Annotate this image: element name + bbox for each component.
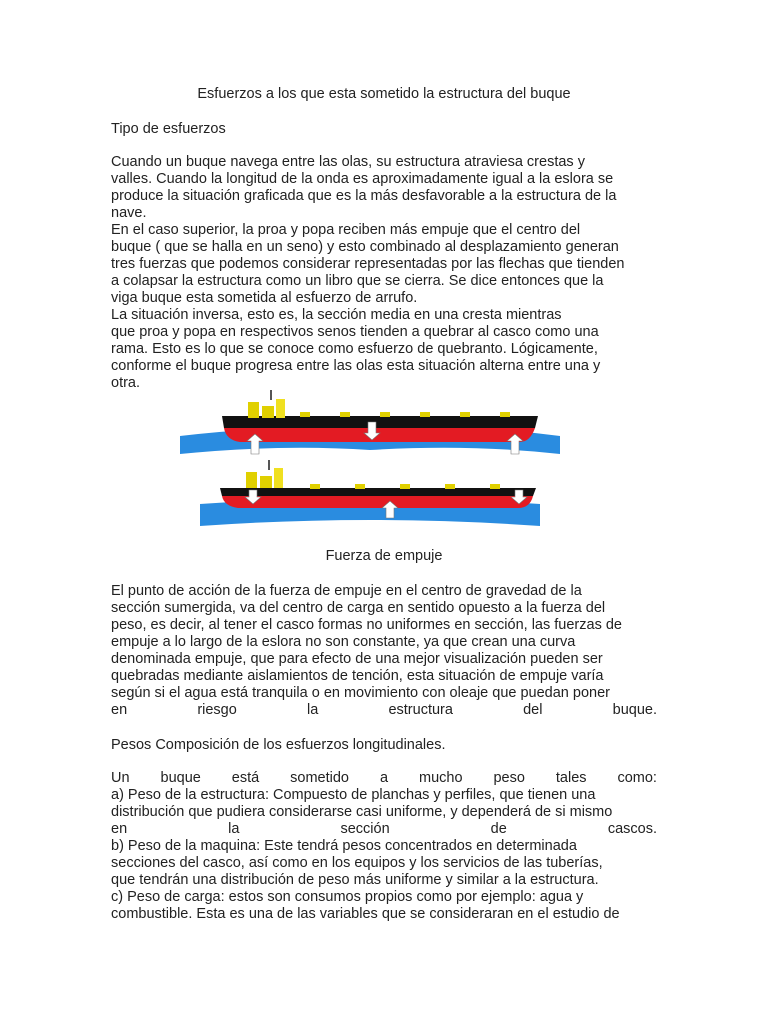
superstructure-block — [260, 476, 272, 488]
deck-hatch — [310, 484, 320, 489]
deck-hatch — [380, 412, 390, 417]
word: sometido — [290, 770, 349, 786]
para2-last-line — [111, 702, 657, 719]
para3-line: a) Peso de la estructura: Compuesto de planchas y perfiles, que tienen una — [111, 787, 596, 803]
para1-line: valles. Cuando la longitud de la onda es aproximadamente igual a la eslora se — [111, 171, 614, 187]
word: sección — [340, 821, 390, 837]
word: buque. — [612, 702, 657, 718]
superstructure-block — [262, 406, 274, 418]
figure-caption: Fuerza de empuje — [325, 548, 443, 564]
para2-line: sección sumergida, va del centro de carga en sentido opuesto a la fuerza del — [111, 600, 606, 616]
deck-hatch — [355, 484, 365, 489]
word: riesgo — [197, 702, 237, 718]
section-heading-pesos: Pesos Composición de los esfuerzos longitudinales. — [111, 737, 446, 753]
para1-line: a colapsar la estructura como un libro que se cierra. Se dice entonces que la — [111, 273, 604, 289]
sagging-ship-illustration — [180, 390, 560, 454]
para3-line: que tendrán una distribución de peso más uniforme y similar a la estructura. — [111, 872, 599, 888]
deck-hatch — [420, 412, 430, 417]
word: Un — [111, 770, 130, 786]
para1-line: produce la situación graficada que es la más desfavorable a la estructura de la — [111, 188, 617, 204]
hogging-ship-illustration — [200, 460, 540, 526]
para3-first-line — [111, 770, 657, 787]
para3-mid-line — [111, 821, 657, 838]
para2-line: quebradas mediante aislamientos de tención, esta situación de empuje varía — [111, 668, 604, 684]
word: en — [111, 702, 128, 718]
deck-hatch — [340, 412, 350, 417]
superstructure-block — [248, 402, 259, 418]
word: peso — [493, 770, 525, 786]
word: buque — [160, 770, 201, 786]
word: estructura — [388, 702, 453, 718]
funnel — [276, 399, 285, 418]
word: está — [231, 770, 260, 786]
word: la — [306, 702, 319, 718]
word: como: — [617, 770, 657, 786]
para1-line: rama. Esto es lo que se conoce como esfuerzo de quebranto. Lógicamente, — [111, 341, 598, 357]
para1-line: Cuando un buque navega entre las olas, su estructura atraviesa crestas y — [111, 154, 585, 170]
para1-line: viga buque esta sometida al esfuerzo de arrufo. — [111, 290, 418, 306]
deck-hatch — [490, 484, 500, 489]
para3-line: b) Peso de la maquina: Este tendrá pesos concentrados en determinada — [111, 838, 577, 854]
deck-hatch — [445, 484, 455, 489]
section-heading-tipo: Tipo de esfuerzos — [111, 121, 226, 137]
ship-hull-stress-diagram — [180, 384, 560, 534]
para3-line: secciones del casco, así como en los equipos y los servicios de las tuberías, — [111, 855, 603, 871]
para1-line: buque ( que se halla en un seno) y esto combinado al desplazamiento generan — [111, 239, 619, 255]
para1-line: conforme el buque progresa entre las olas esta situación alterna entre una y — [111, 358, 601, 374]
ship-hull — [222, 496, 533, 508]
word: a — [379, 770, 389, 786]
para1-line: que proa y popa en respectivos senos tienden a quebrar al casco como una — [111, 324, 599, 340]
ship-hull — [224, 428, 535, 442]
para2-line: empuje a lo largo de la eslora no son constante, ya que crean una curva — [111, 634, 576, 650]
deck-hatch — [300, 412, 310, 417]
para1-line: tres fuerzas que podemos considerar representadas por las flechas que tienden — [111, 256, 625, 272]
para2-line: El punto de acción de la fuerza de empuje en el centro de gravedad de la — [111, 583, 582, 599]
para1-line: En el caso superior, la proa y popa reciben más empuje que el centro del — [111, 222, 581, 238]
word: del — [523, 702, 543, 718]
funnel — [274, 468, 283, 488]
superstructure-block — [246, 472, 257, 488]
para1-line: nave. — [111, 205, 147, 221]
para3-line: c) Peso de carga: estos son consumos propios como por ejemplo: agua y — [111, 889, 584, 905]
word: cascos. — [607, 821, 657, 837]
para2-line: peso, es decir, al tener el casco formas no uniformes en sección, las fuerzas de — [111, 617, 622, 633]
word: en — [111, 821, 128, 837]
mast — [268, 460, 270, 470]
para3-line: combustible. Esta es una de las variables que se consideraran en el estudio de — [111, 906, 620, 922]
deck-hatch — [460, 412, 470, 417]
mast — [270, 390, 272, 400]
para3-line: distribución que pudiera considerarse casi uniforme, y dependerá de si mismo — [111, 804, 613, 820]
word: la — [228, 821, 240, 837]
ship-deck-band — [220, 488, 536, 496]
para2-line: denominada empuje, que para efecto de una mejor visualización pueden ser — [111, 651, 603, 667]
deck-hatch — [500, 412, 510, 417]
document-title: Esfuerzos a los que esta sometido la estructura del buque — [197, 86, 571, 102]
para1-line: La situación inversa, esto es, la sección media en una cresta mientras — [111, 307, 562, 323]
para2-line: según si el agua está tranquila o en movimiento con oleaje que puedan poner — [111, 685, 610, 701]
word: mucho — [418, 770, 463, 786]
deck-hatch — [400, 484, 410, 489]
word: tales — [555, 770, 587, 786]
word: de — [490, 821, 507, 837]
para1-line: otra. — [111, 375, 141, 391]
